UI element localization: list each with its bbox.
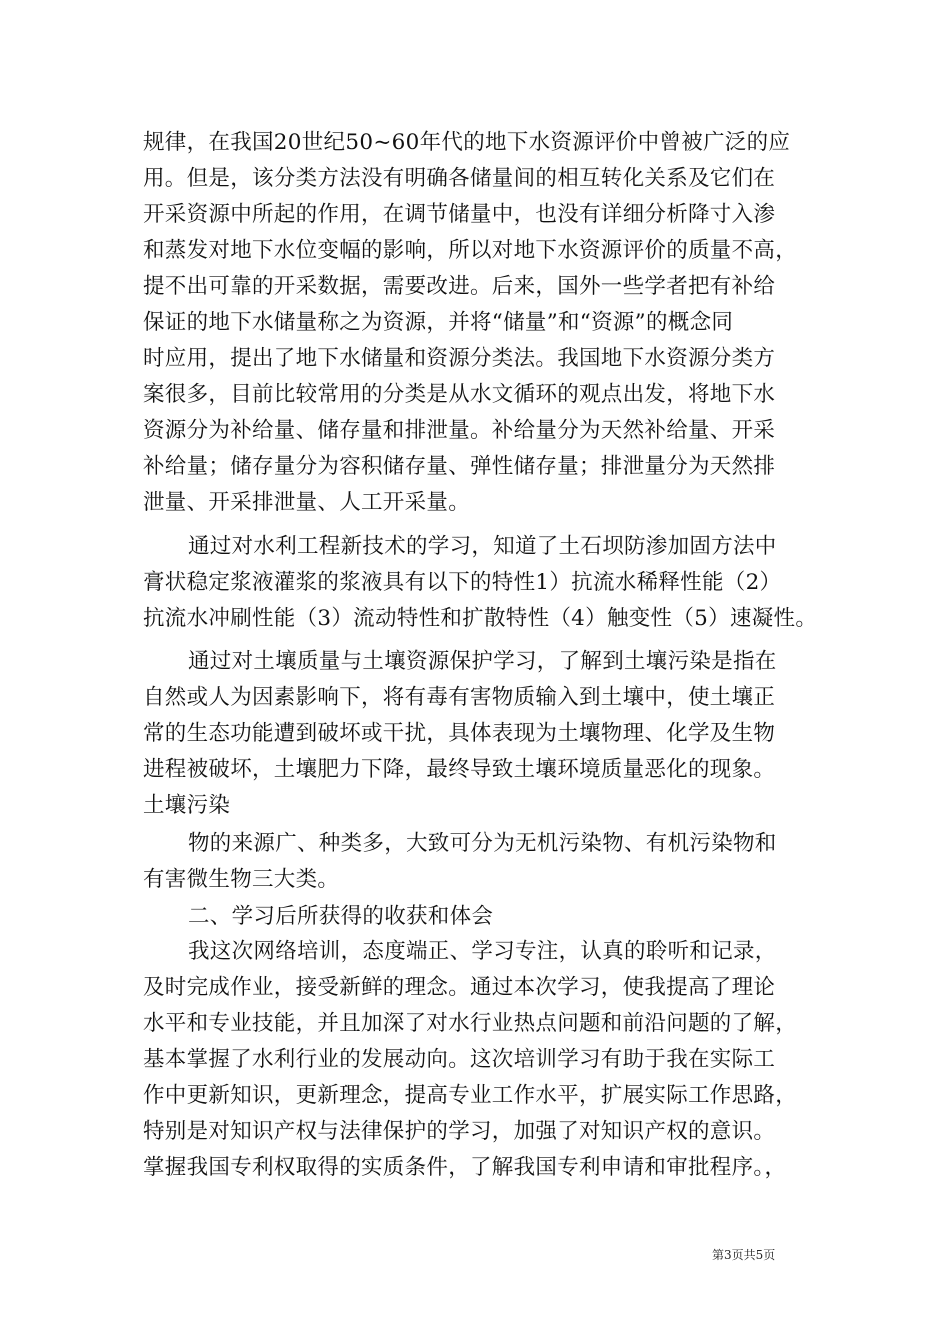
text-line: 补给量；储存量分为容积储存量、弹性储存量；排泄量分为天然排: [143, 454, 776, 479]
text-line: 水平和专业技能，并且加深了对水行业热点问题和前沿问题的了解，: [143, 1011, 798, 1036]
text-line: 我这次网络培训，态度端正、学习专注，认真的聆听和记录，: [188, 939, 777, 964]
text-line: 规律，在我国20世纪50~60年代的地下水资源评价中曾被广泛的应: [143, 130, 791, 155]
text-line: 作中更新知识，更新理念，提高专业工作水平，扩展实际工作思路，: [143, 1083, 798, 1108]
text-line: 有害微生物三大类。: [143, 867, 340, 892]
text-line: 抗流水冲刷性能（3）流动特性和扩散特性（4）触变性（5）速凝性。: [143, 606, 818, 631]
text-line: 通过对土壤质量与土壤资源保护学习，了解到土壤污染是指在: [188, 649, 777, 674]
text-line: 膏状稳定浆液灌浆的浆液具有以下的特性1）抗流水稀释性能（2）: [143, 570, 782, 595]
text-line: 土壤污染: [143, 793, 231, 818]
text-line: 资源分为补给量、储存量和排泄量。补给量分为天然补给量、开采: [143, 418, 776, 443]
text-line: 通过对水利工程新技术的学习，知道了土石坝防渗加固方法中: [188, 534, 777, 559]
text-line: 基本掌握了水利行业的发展动向。这次培训学习有助于我在实际工: [143, 1047, 776, 1072]
text-line: 掌握我国专利权取得的实质条件，了解我国专利申请和审批程序。，: [143, 1155, 787, 1180]
text-line: 开采资源中所起的作用，在调节储量中，也没有详细分析降寸入渗: [143, 202, 776, 227]
text-line: 案很多，目前比较常用的分类是从水文循环的观点出发，将地下水: [143, 382, 776, 407]
text-line: 特别是对知识产权与法律保护的学习，加强了对知识产权的意识。: [143, 1119, 776, 1144]
text-line: 泄量、开采排泄量、人工开采量。: [143, 490, 471, 515]
text-line: 物的来源广、种类多，大致可分为无机污染物、有机污染物和: [188, 831, 777, 856]
text-line: 时应用，提出了地下水储量和资源分类法。我国地下水资源分类方: [143, 346, 776, 371]
text-line: 进程被破坏，土壤肥力下降，最终导致土壤环境质量恶化的现象。: [143, 757, 776, 782]
page-number: 第3页共5页: [712, 1248, 776, 1262]
text-line: 常的生态功能遭到破坏或干扰，具体表现为土壤物理、化学及生物: [143, 721, 776, 746]
text-line: 提不出可靠的开采数据，需要改进。后来，国外一些学者把有补给: [143, 274, 776, 299]
text-line: 和蒸发对地下水位变幅的影响，所以对地下水资源评价的质量不高，: [143, 238, 798, 263]
text-line: 自然或人为因素影响下，将有毒有害物质输入到土壤中，使土壤正: [143, 685, 776, 710]
text-line: 保证的地下水储量称之为资源，并将“储量”和“资源”的概念同: [143, 310, 734, 335]
text-line: 及时完成作业，接受新鲜的理念。通过本次学习，使我提高了理论: [143, 975, 776, 1000]
section-heading: 二、学习后所获得的收获和体会: [188, 904, 494, 929]
text-line: 用。但是，该分类方法没有明确各储量间的相互转化关系及它们在: [143, 166, 776, 191]
